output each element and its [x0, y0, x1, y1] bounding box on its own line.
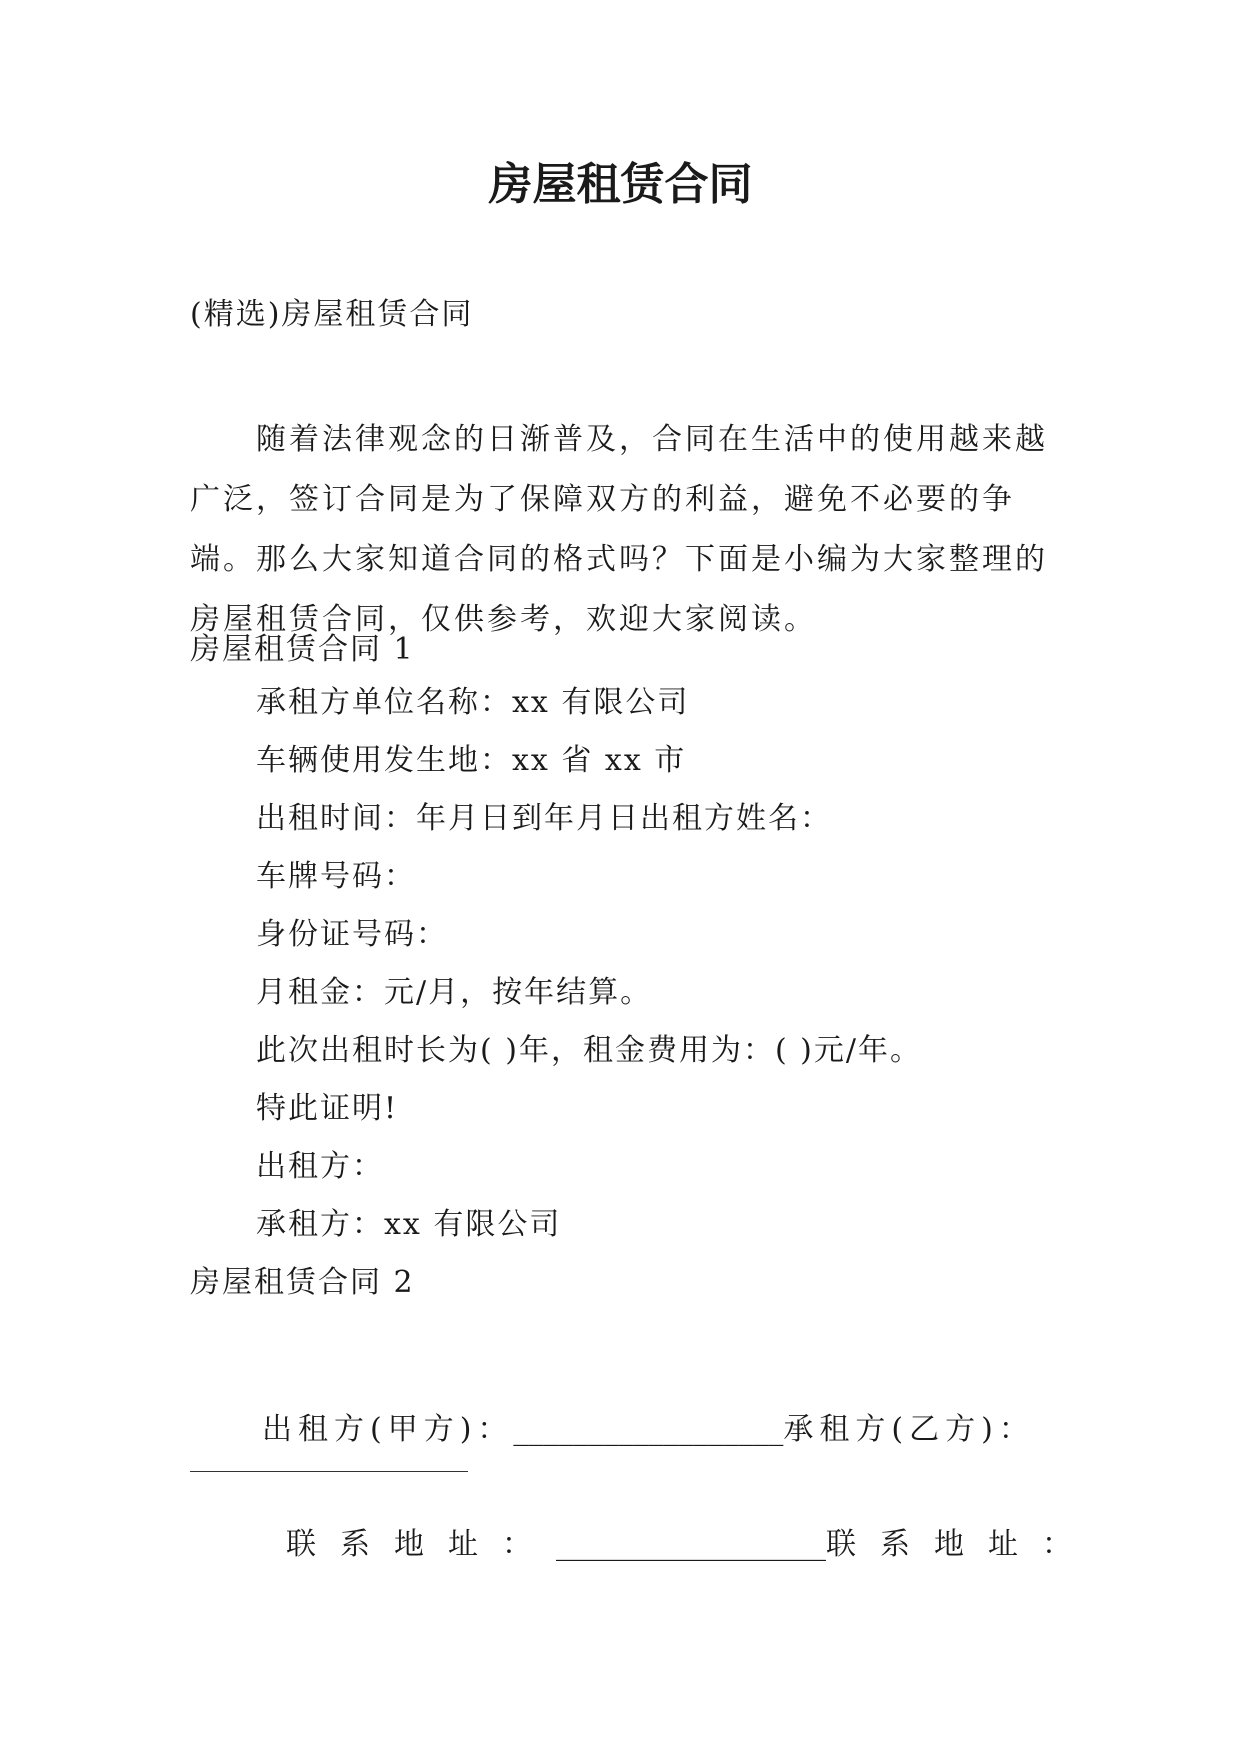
contract1-line: 承租方：xx 有限公司 [256, 1207, 562, 1242]
contract2-heading: 房屋租赁合同 2 [190, 1265, 415, 1300]
document-subtitle: (精选)房屋租赁合同 [190, 297, 474, 332]
lessee-label: 承租方(乙方)： [783, 1412, 1035, 1447]
address-label-lessee: 联系地址： [826, 1527, 1096, 1562]
party-row [262, 1410, 1062, 1450]
contract1-line: 此次出租时长为( )年，租金费用为：( )元/年。 [256, 1033, 922, 1068]
contract1-line: 月租金：元/月，按年结算。 [256, 975, 653, 1010]
lessee-blank-line [190, 1470, 468, 1472]
contract1-line: 身份证号码： [256, 917, 448, 952]
contract1-line: 车辆使用发生地：xx 省 xx 市 [256, 743, 687, 778]
address-label-lessor: 联系地址： [286, 1527, 556, 1562]
contract1-line: 车牌号码： [256, 859, 416, 894]
lessor-label: 出租方(甲方)： [262, 1412, 514, 1447]
contract1-line: 出租时间：年月日到年月日出租方姓名： [256, 801, 832, 836]
address-blank: __________________ [556, 1527, 826, 1562]
lessor-blank: __________________ [513, 1412, 784, 1447]
contract1-line: 出租方： [256, 1149, 384, 1184]
document-title: 房屋租赁合同 [488, 159, 753, 210]
intro-paragraph [190, 410, 1060, 650]
contract1-line: 特此证明! [256, 1091, 399, 1126]
address-row [286, 1525, 1096, 1565]
contract1-line: 承租方单位名称：xx 有限公司 [256, 685, 690, 720]
intro-text: 随着法律观念的日渐普及，合同在生活中的使用越来越广泛，签订合同是为了保障双方的利益，避免不必要的争端。那么大家知道合同的格式吗？下面是小编为大家整理的房屋租赁合同，仅供参考，欢迎大家阅读。 [190, 422, 1048, 637]
contract1-heading: 房屋租赁合同 1 [190, 632, 415, 667]
